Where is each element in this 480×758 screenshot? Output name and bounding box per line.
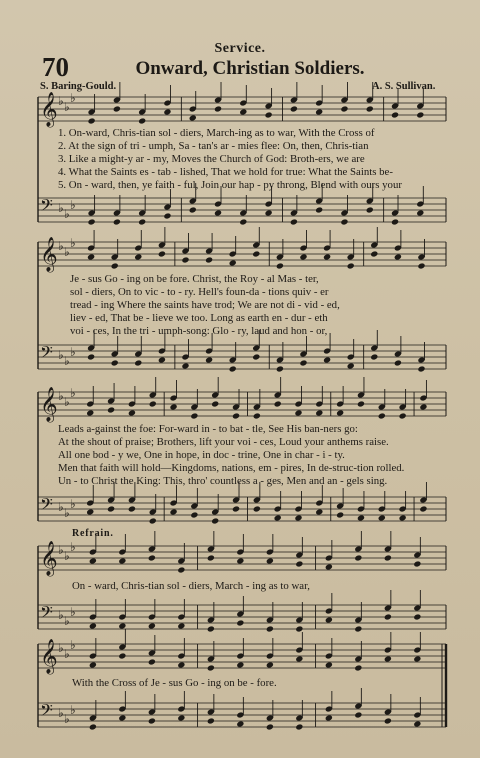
bass-clef: 𝄢 (40, 195, 53, 219)
flat-sign: ♭ (58, 641, 64, 655)
treble-notehead (189, 114, 197, 121)
bass-notehead (366, 206, 374, 213)
hymn-title: Onward, Christian Soldiers. (135, 58, 365, 79)
bass-notehead (413, 613, 421, 620)
flat-sign: ♭ (70, 497, 76, 511)
treble-notehead (149, 400, 157, 407)
treble-notehead (295, 560, 303, 567)
treble-notehead (214, 105, 222, 112)
flat-sign: ♭ (58, 239, 64, 253)
flat-sign: ♭ (64, 354, 70, 368)
hymn-number: 70 (42, 52, 69, 82)
treble-notehead (413, 655, 421, 662)
bass-notehead (391, 218, 399, 225)
bass-notehead (413, 720, 421, 727)
bass-notehead (295, 723, 303, 730)
treble-notehead (325, 661, 333, 668)
bass-notehead (163, 212, 171, 219)
bass-notehead (384, 717, 392, 724)
bass-notehead (354, 711, 362, 718)
treble-notehead (163, 108, 171, 115)
refrain-line-1: On - ward, Chris-tian sol - diers, March - ing as to war, (72, 580, 310, 592)
flat-sign: ♭ (58, 706, 64, 720)
treble-notehead (89, 557, 97, 564)
bass-notehead (87, 353, 95, 360)
treble-notehead (266, 557, 274, 564)
treble-notehead (340, 105, 348, 112)
bass-notehead (229, 365, 237, 372)
bass-notehead (232, 505, 240, 512)
bass-notehead (189, 206, 197, 213)
treble-notehead (177, 566, 185, 573)
verse-4-line-1: 4. What the Saints es - tab - lished, That we hold for true: What the Saints be- (58, 166, 393, 178)
bass-notehead (181, 362, 189, 369)
bass-notehead (111, 359, 119, 366)
treble-notehead (236, 661, 244, 668)
bass-notehead (253, 505, 261, 512)
flat-sign: ♭ (70, 605, 76, 619)
treble-notehead (128, 409, 136, 416)
bass-notehead (236, 619, 244, 626)
lyricist-credit: S. Baring-Gould. (40, 81, 117, 92)
treble-notehead (336, 409, 344, 416)
bass-notehead (325, 616, 333, 623)
flat-sign: ♭ (64, 207, 70, 221)
flat-sign: ♭ (64, 614, 70, 628)
treble-notehead (190, 412, 198, 419)
treble-clef: 𝄞 (40, 237, 58, 272)
treble-notehead (347, 262, 355, 269)
treble-notehead (394, 253, 402, 260)
treble-notehead (177, 661, 185, 668)
flat-sign: ♭ (70, 345, 76, 359)
treble-notehead (207, 664, 215, 671)
treble-notehead (384, 554, 392, 561)
treble-notehead (366, 105, 374, 112)
flat-sign: ♭ (64, 549, 70, 563)
bass-notehead (236, 720, 244, 727)
bass-notehead (138, 218, 146, 225)
flat-sign: ♭ (70, 703, 76, 717)
treble-notehead (370, 250, 378, 257)
bass-notehead (128, 505, 136, 512)
bass-notehead (148, 717, 156, 724)
bass-notehead (158, 356, 166, 363)
flat-sign: ♭ (70, 540, 76, 554)
bass-notehead (336, 511, 344, 518)
bass-notehead (169, 508, 177, 515)
treble-notehead (419, 403, 427, 410)
treble-notehead (266, 661, 274, 668)
flat-sign: ♭ (58, 348, 64, 362)
treble-clef: 𝄞 (40, 387, 58, 422)
treble-notehead (295, 655, 303, 662)
treble-notehead (323, 253, 331, 260)
treble-notehead (87, 253, 95, 260)
verse-1-line-2: Je - sus Go - ing on be fore. Christ, the Roy - al Mas - ter, (70, 273, 319, 285)
bass-notehead (315, 508, 323, 515)
composer-credit: A. S. Sullivan. (372, 81, 436, 92)
bass-notehead (89, 723, 97, 730)
bass-notehead (239, 218, 247, 225)
verse-2-line-1: 2. At the sign of tri - umph, Sa - tan's ar - mies flee: On, then, Chris-tian (58, 140, 369, 152)
treble-clef: 𝄞 (40, 541, 58, 576)
flat-sign: ♭ (58, 94, 64, 108)
treble-notehead (315, 108, 323, 115)
bass-notehead (252, 353, 260, 360)
flat-sign: ♭ (58, 500, 64, 514)
flat-sign: ♭ (64, 506, 70, 520)
treble-notehead (138, 117, 146, 124)
verse-3-line-3: All one bod - y we, One in hope, in doc - trine, One in char - i - ty. (58, 449, 345, 461)
verse-5-line-3: Un - to Christ the King: This, thro' countless a - ges, Men and an - gels sing. (58, 475, 388, 487)
bass-notehead (177, 714, 185, 721)
bass-notehead (107, 505, 115, 512)
bass-notehead (417, 365, 425, 372)
flat-sign: ♭ (64, 395, 70, 409)
treble-notehead (113, 105, 121, 112)
bass-notehead (290, 218, 298, 225)
bass-notehead (295, 625, 303, 632)
treble-notehead (253, 412, 261, 419)
bass-notehead (89, 622, 97, 629)
treble-notehead (416, 111, 424, 118)
bass-clef: 𝄢 (40, 342, 53, 366)
treble-notehead (413, 560, 421, 567)
bass-notehead (265, 209, 273, 216)
treble-notehead (290, 105, 298, 112)
bass-clef: 𝄢 (40, 700, 53, 724)
section-heading: Service. (214, 41, 266, 56)
bass-notehead (207, 625, 215, 632)
flat-sign: ♭ (70, 386, 76, 400)
bass-notehead (177, 622, 185, 629)
treble-notehead (354, 664, 362, 671)
treble-notehead (384, 655, 392, 662)
flat-sign: ♭ (58, 201, 64, 215)
verse-4-line-3: Men that faith will hold—Kingdoms, nations, em - pires, In de-struc-tion rolled. (58, 462, 405, 474)
bass-notehead (88, 218, 96, 225)
treble-notehead (118, 557, 126, 564)
bass-notehead (370, 353, 378, 360)
refrain-line-2: With the Cross of Je - sus Go - ing on be - fore. (72, 677, 277, 689)
treble-notehead (239, 108, 247, 115)
bass-notehead (276, 365, 284, 372)
treble-notehead (207, 554, 215, 561)
bass-clef: 𝄢 (40, 602, 53, 626)
bass-notehead (325, 714, 333, 721)
verse-2-line-2: sol - diers, On to vic - to - ry. Hell's foun-da - tions quiv - er (70, 286, 329, 298)
bass-notehead (399, 514, 407, 521)
treble-notehead (399, 412, 407, 419)
bass-notehead (347, 362, 355, 369)
bass-notehead (207, 717, 215, 724)
flat-sign: ♭ (58, 608, 64, 622)
bass-notehead (148, 622, 156, 629)
treble-notehead (229, 259, 237, 266)
treble-notehead (89, 661, 97, 668)
bass-notehead (294, 514, 302, 521)
bass-notehead (266, 625, 274, 632)
bass-notehead (86, 508, 94, 515)
flat-sign: ♭ (70, 638, 76, 652)
bass-notehead (134, 359, 142, 366)
treble-notehead (315, 409, 323, 416)
flat-sign: ♭ (58, 543, 64, 557)
treble-clef: 𝄞 (40, 639, 58, 674)
flat-sign: ♭ (64, 647, 70, 661)
verse-4-line-2: liev - ed, That be - lieve we too. Long as earth en - dur - eth (70, 312, 328, 324)
bass-notehead (354, 625, 362, 632)
verse-5-line-2: voi - ces, In the tri - umph-song: Glo - ry, laud and hon - or, (70, 325, 328, 337)
bass-notehead (299, 359, 307, 366)
bass-notehead (419, 505, 427, 512)
bass-notehead (416, 209, 424, 216)
bass-notehead (113, 218, 121, 225)
treble-notehead (88, 117, 96, 124)
bass-notehead (378, 514, 386, 521)
treble-notehead (265, 111, 273, 118)
bass-notehead (274, 514, 282, 521)
bass-notehead (340, 218, 348, 225)
flat-sign: ♭ (64, 100, 70, 114)
treble-notehead (354, 554, 362, 561)
treble-notehead (274, 400, 282, 407)
treble-notehead (299, 253, 307, 260)
flat-sign: ♭ (58, 389, 64, 403)
flat-sign: ♭ (64, 245, 70, 259)
bass-notehead (394, 359, 402, 366)
treble-notehead (211, 400, 219, 407)
treble-notehead (417, 262, 425, 269)
treble-notehead (294, 409, 302, 416)
bass-clef: 𝄢 (40, 494, 53, 518)
bass-notehead (211, 517, 219, 524)
treble-notehead (148, 658, 156, 665)
treble-notehead (232, 412, 240, 419)
flat-sign: ♭ (70, 91, 76, 105)
bass-notehead (384, 613, 392, 620)
bass-notehead (190, 511, 198, 518)
verse-3-line-1: 3. Like a might-y ar - my, Moves the Church of God: Broth-ers, we are (58, 153, 365, 165)
flat-sign: ♭ (70, 236, 76, 250)
bass-notehead (214, 209, 222, 216)
treble-notehead (391, 111, 399, 118)
treble-clef: 𝄞 (40, 92, 58, 127)
bass-notehead (205, 356, 213, 363)
treble-notehead (357, 400, 365, 407)
treble-notehead (181, 256, 189, 263)
treble-notehead (134, 253, 142, 260)
bass-notehead (266, 723, 274, 730)
bass-notehead (315, 206, 323, 213)
bass-notehead (118, 622, 126, 629)
treble-notehead (169, 403, 177, 410)
treble-notehead (276, 262, 284, 269)
verse-1-line-3: Leads a-gainst the foe: For-ward in - to bat - tle, See His ban-ners go: (58, 423, 358, 435)
treble-notehead (236, 557, 244, 564)
treble-notehead (118, 652, 126, 659)
treble-notehead (86, 409, 94, 416)
verse-1-line-1: 1. On-ward, Chris-tian sol - diers, March-ing as to war, With the Cross of (58, 127, 375, 139)
verse-3-line-2: tread - ing Where the saints have trod; We are not di - vid - ed, (70, 299, 340, 311)
treble-notehead (111, 262, 119, 269)
verse-5-line-1: 5. On - ward, then, ye faith - ful, Join our hap - py throng, Blend with ours your (58, 179, 402, 191)
treble-notehead (107, 406, 115, 413)
refrain-label: Refrain. (72, 528, 114, 539)
treble-notehead (205, 256, 213, 263)
flat-sign: ♭ (64, 712, 70, 726)
treble-notehead (148, 554, 156, 561)
treble-notehead (325, 563, 333, 570)
treble-notehead (378, 412, 386, 419)
verse-2-line-3: At the shout of praise; Brothers, lift your voi - ces, Loud your anthems raise. (58, 436, 389, 448)
bass-notehead (118, 714, 126, 721)
treble-notehead (252, 250, 260, 257)
bass-notehead (149, 517, 157, 524)
flat-sign: ♭ (70, 198, 76, 212)
treble-notehead (158, 250, 166, 257)
bass-notehead (357, 514, 365, 521)
bass-notehead (323, 356, 331, 363)
